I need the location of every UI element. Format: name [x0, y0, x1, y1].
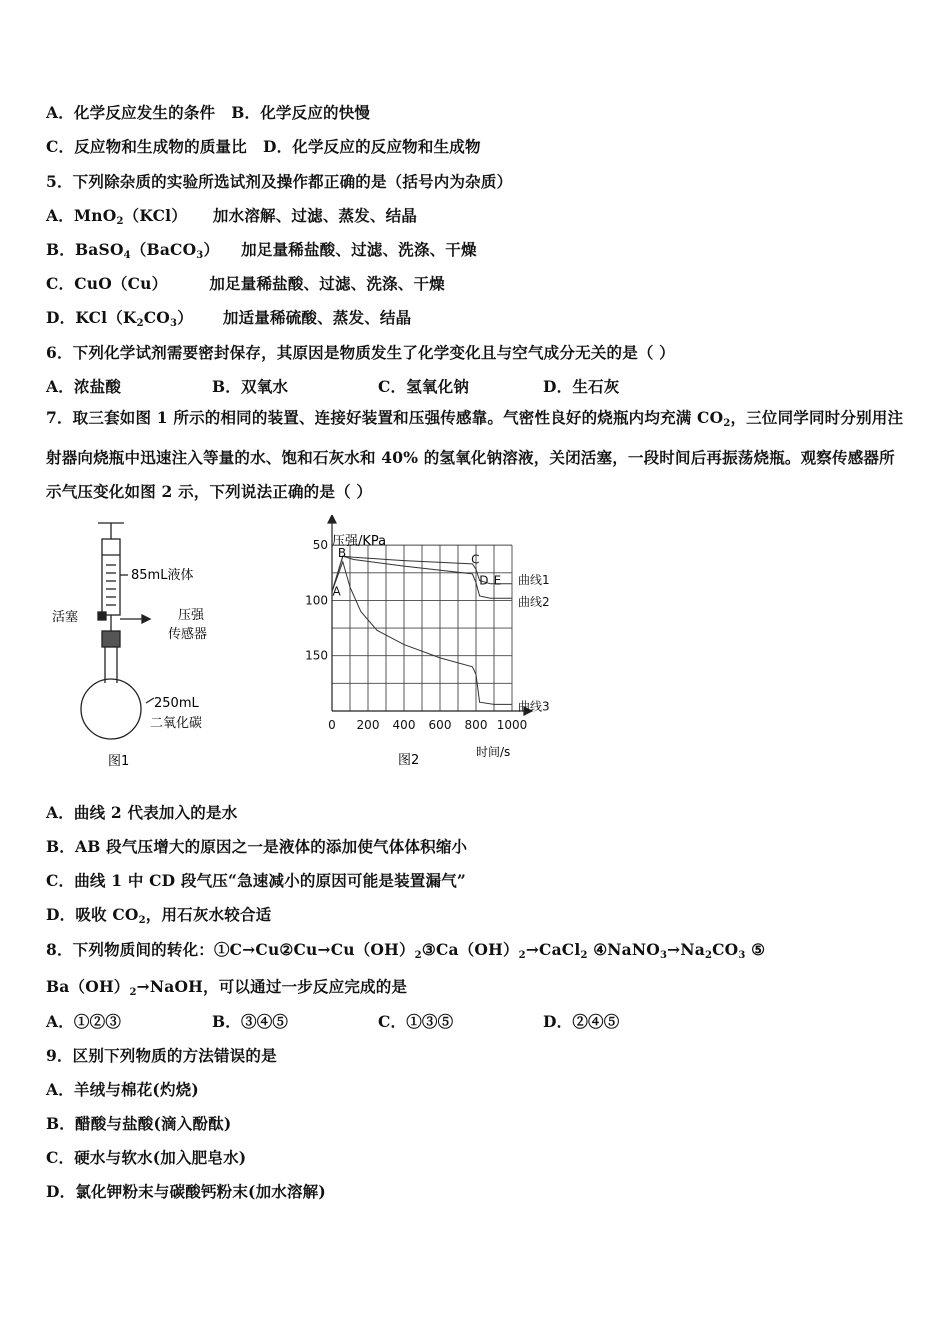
sensor-label-2: 传感器 [168, 627, 208, 642]
q7-option-a: A．曲线 2 代表加入的是水 [46, 803, 238, 822]
q8-part8: CO [712, 940, 739, 959]
q5-d-close: ） [177, 308, 193, 327]
x-tick-label: 800 [464, 718, 488, 732]
q5-b-sub1: 4 [123, 250, 131, 261]
x-tick-label: 200 [356, 718, 380, 732]
arrow-icon: → [136, 977, 150, 996]
figure-2-pressure-chart [290, 515, 570, 775]
q5-option-c [46, 272, 445, 294]
q5-a-sub: 2 [116, 216, 124, 227]
q5-b-close: ） [203, 240, 220, 259]
q8-part3: Cu（OH） [330, 940, 415, 959]
q4-option-a: A．化学反应发生的条件 [46, 103, 216, 122]
y-tick-label: 100 [305, 593, 328, 608]
x-tick-label: 400 [392, 718, 416, 732]
flask-label-1: 250mL [154, 696, 199, 711]
q4-options-row2 [46, 135, 481, 157]
q5-a-impurity: （KCl） [123, 206, 187, 225]
q8-part2: Cu②Cu [255, 940, 318, 959]
q8-option-a: A．①②③ [46, 1012, 122, 1031]
q7-stem-part2: ，三位同学同时分别用注射器向烧瓶中迅速注入等量的水、饱和石灰水和 40% 的氢氧化钠溶液，关闭活塞，一段时间后再振荡烧瓶。观察传感器所示气压变化如图 2 示，下列说法正确的是（ ） [46, 408, 904, 501]
q8-option-d: D．②④⑤ [543, 1012, 620, 1031]
arrow-icon: → [317, 940, 331, 959]
curve-label-2: 曲线2 [518, 595, 550, 610]
arrow-icon: → [525, 940, 540, 959]
x-tick-label: 1000 [496, 718, 528, 732]
q8-sub5: 3 [659, 950, 668, 961]
arrow-icon: → [242, 940, 256, 959]
q7-option-b: B．AB 段气压增大的原因之一是液体的添加使气体体积缩小 [46, 837, 468, 856]
q8-line2-part1: Ba（OH） [46, 977, 130, 996]
q4-option-d: D．化学反应的反应物和生成物 [262, 137, 481, 156]
q8-sub3: 2 [518, 950, 526, 961]
x-tick-label: 0 [328, 718, 336, 732]
q8-option-b: B．③④⑤ [212, 1012, 289, 1031]
q7-option-c: C．曲线 1 中 CD 段气压“急速减小的原因可能是装置漏气” [46, 871, 467, 890]
q7-d-part2: ，用石灰水较合适 [145, 905, 272, 924]
point-label-B: B [337, 545, 347, 560]
flask-label-2: 二氧化碳 [150, 716, 203, 731]
q6-stem: 6．下列化学试剂需要密封保存，其原因是物质发生了化学变化且与空气成分无关的是（ ） [46, 343, 675, 362]
q5-option-a [46, 204, 417, 227]
q5-b-impurity: （BaCO [130, 240, 197, 259]
q5-stem: 5．下列除杂质的实验所选试剂及操作都正确的是（括号内为杂质） [46, 172, 513, 191]
q7-stem [46, 401, 910, 509]
liquid-label: 85mL液体 [131, 568, 194, 583]
q8-part1: 8．下列物质间的转化：①C [46, 940, 243, 959]
q5-b-formula: B．BaSO [46, 240, 124, 259]
q8-stem [46, 938, 765, 961]
stopcock-knob [98, 612, 106, 620]
point-label-E: E [493, 573, 502, 588]
q7-option-d [46, 903, 271, 926]
q5-option-b [46, 238, 477, 261]
y-axis-arrow [328, 515, 336, 523]
q7-d-sub: 2 [138, 915, 146, 926]
q5-d-co: CO [143, 308, 171, 327]
figure-1-apparatus [46, 515, 236, 775]
figure-2-caption: 图2 [398, 753, 420, 768]
rubber-stopper [102, 631, 120, 647]
y-axis-label: 压强/KPa [332, 534, 387, 549]
q4-options-row1 [46, 101, 370, 123]
q8-sub4: 2 [580, 950, 588, 961]
figure-1-caption: 图1 [108, 754, 130, 769]
point-label-A: A [332, 584, 341, 599]
stopcock-label: 活塞 [52, 610, 79, 625]
q6-option-d: D．生石灰 [543, 377, 620, 396]
q9-option-a: A．羊绒与棉花(灼烧) [46, 1080, 199, 1099]
q4-option-b: B．化学反应的快慢 [231, 103, 371, 122]
q5-c-formula: C．CuO（Cu） [46, 274, 168, 293]
q5-a-operation: 加水溶解、过滤、蒸发、结晶 [212, 206, 418, 225]
q8-option-c: C．①③⑤ [378, 1012, 454, 1031]
point-label-C: C [471, 552, 480, 567]
q5-option-d [46, 306, 411, 329]
q5-c-operation: 加足量稀盐酸、过滤、洗涤、干燥 [209, 274, 445, 293]
x-tick-label: 600 [428, 718, 452, 732]
q7-stem-sub: 2 [723, 418, 731, 429]
q6-option-c: C．氢氧化钠 [378, 377, 470, 396]
y-tick-label: 150 [305, 648, 328, 663]
q8-sub2: 2 [414, 950, 422, 961]
q9-stem: 9．区别下列物质的方法错误的是 [46, 1046, 277, 1065]
curve-label-1: 曲线1 [518, 572, 550, 587]
q7-stem-part1: 7．取三套如图 1 所示的相同的装置、连接好装置和压强传感靠。气密性良好的烧瓶内均充满 CO [46, 408, 724, 427]
round-flask [81, 679, 141, 739]
y-tick-label: 50 [312, 538, 328, 553]
q8-part7: Na [680, 940, 705, 959]
q5-d-sub1: 2 [136, 318, 144, 329]
x-axis-label: 时间/s [476, 745, 511, 759]
q7-d-part1: D．吸收 CO [46, 905, 139, 924]
q5-b-operation: 加足量稀盐酸、过滤、洗涤、干燥 [241, 240, 477, 259]
q6-option-a: A．浓盐酸 [46, 377, 122, 396]
arrow-icon: → [667, 940, 681, 959]
q9-option-c: C．硬水与软水(加入肥皂水) [46, 1148, 247, 1167]
q8-part9: ⑤ [745, 940, 766, 959]
q4-option-c: C．反应物和生成物的质量比 [46, 137, 247, 156]
q8-sub7: 3 [738, 950, 746, 961]
q5-d-operation: 加适量稀硫酸、蒸发、结晶 [222, 308, 412, 327]
q8-part5: CaCl [539, 940, 581, 959]
curve-label-3: 曲线3 [518, 699, 550, 714]
q8-part6: ④NaNO [587, 940, 660, 959]
point-label-D: D [479, 573, 489, 588]
q8-stem-line2 [46, 975, 407, 998]
q8-sub6: 2 [704, 950, 713, 961]
q5-d-formula: D．KCl（K [46, 308, 137, 327]
q5-b-sub2: 3 [196, 250, 204, 261]
q9-option-b: B．醋酸与盐酸(滴入酚酞) [46, 1114, 232, 1133]
q8-part4: ③Ca（OH） [421, 940, 519, 959]
syringe-barrel [102, 539, 120, 615]
q8-line2-sub: 2 [129, 987, 137, 998]
q5-d-sub2: 3 [170, 318, 178, 329]
sensor-label-1: 压强 [178, 608, 205, 623]
q5-a-formula: A．MnO [46, 206, 117, 225]
q6-option-b: B．双氧水 [212, 377, 289, 396]
q9-option-d: D．氯化钾粉末与碳酸钙粉末(加水溶解) [46, 1182, 326, 1201]
q8-line2-part2: NaOH，可以通过一步反应完成的是 [149, 977, 408, 996]
